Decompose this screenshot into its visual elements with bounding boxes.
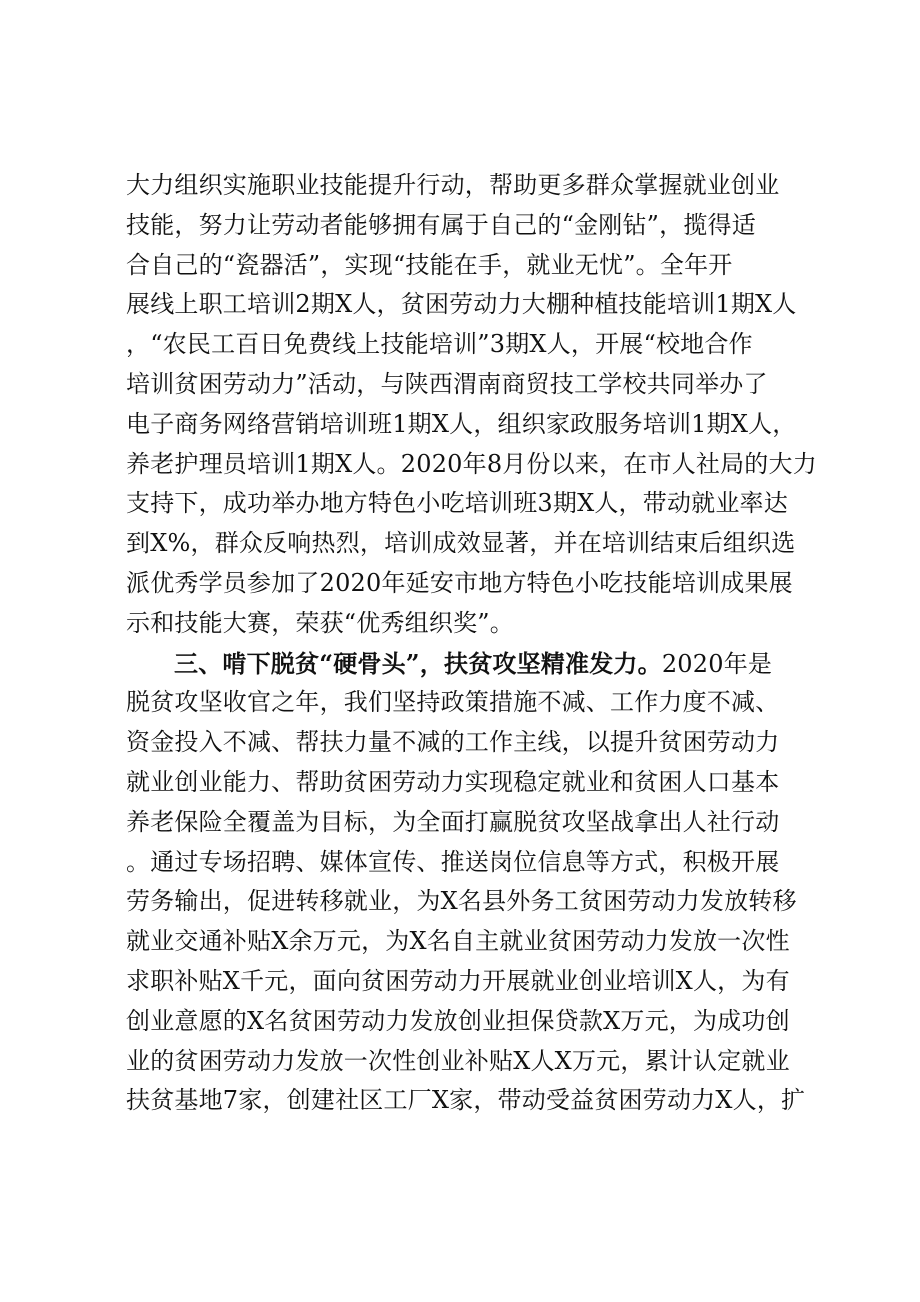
text-line: ，“农民工百日免费线上技能培训”3期X人，开展“校地合作	[126, 330, 753, 359]
text-line: 电子商务网络营销培训班1期X人，组织家政服务培训1期X人，	[126, 409, 797, 438]
text-line: 创业意愿的X名贫困劳动力发放创业担保贷款X万元，为成功创	[126, 1006, 790, 1035]
text-line: 培训贫困劳动力”活动，与陕西渭南商贸技工学校共同举办了	[126, 369, 768, 398]
text-line-with-heading	[126, 644, 798, 684]
text-line: 到X%，群众反响热烈，培训成效显著，并在培训结束后组织选	[126, 529, 796, 558]
section-heading: 三、啃下脱贫“硬骨头”，扶贫攻坚精准发力。	[174, 648, 662, 678]
text-line-rest: 2020年是	[661, 649, 773, 678]
paragraph-skills-training	[126, 166, 817, 644]
text-line: 养老保险全覆盖为目标，为全面打赢脱贫攻坚战拿出人社行动	[126, 807, 780, 836]
text-line: 脱贫攻坚收官之年，我们坚持政策措施不减、工作力度不减、	[126, 688, 780, 717]
paragraph-poverty-alleviation	[126, 644, 806, 1122]
text-line: 就业创业能力、帮助贫困劳动力实现稳定就业和贫困人口基本	[126, 767, 780, 796]
text-line: 就业交通补贴X余万元，为X名自主就业贫困劳动力发放一次性	[126, 927, 790, 956]
text-line: 大力组织实施职业技能提升行动，帮助更多群众掌握就业创业	[126, 171, 780, 199]
text-line: 业的贫困劳动力发放一次性创业补贴X人X万元，累计认定就业	[126, 1046, 790, 1075]
text-line: 养老护理员培训1期X人。2020年8月份以来，在市人社局的大力	[126, 449, 817, 478]
text-line: 技能，努力让劳动者能够拥有属于自己的“金刚钻”，揽得适	[126, 210, 756, 239]
text-line: 展线上职工培训2期X人，贫困劳动力大棚种植技能培训1期X人	[126, 290, 797, 319]
text-line: 支持下，成功举办地方特色小吃培训班3期X人，带动就业率达	[126, 489, 788, 518]
text-line: 劳务输出，促进转移就业，为X名县外务工贫困劳动力发放转移	[126, 887, 797, 916]
text-line: 合自己的“瓷器活”，实现“技能在手，就业无忧”。全年开	[126, 250, 733, 279]
text-line: 求职补贴X千元，面向贫困劳动力开展就业创业培训X人，为有	[126, 966, 790, 995]
text-line: 。通过专场招聘、媒体宣传、推送岗位信息等方式，积极开展	[126, 847, 780, 876]
text-line: 扶贫基地7家，创建社区工厂X家，带动受益贫困劳动力X人，扩	[126, 1086, 806, 1115]
document-body	[126, 166, 817, 1121]
text-line: 示和技能大赛，荣获“优秀组织奖”。	[126, 608, 514, 637]
text-line: 派优秀学员参加了2020年延安市地方特色小吃技能培训成果展	[126, 568, 793, 597]
text-line: 资金投入不减、帮扶力量不减的工作主线，以提升贫困劳动力	[126, 728, 780, 757]
